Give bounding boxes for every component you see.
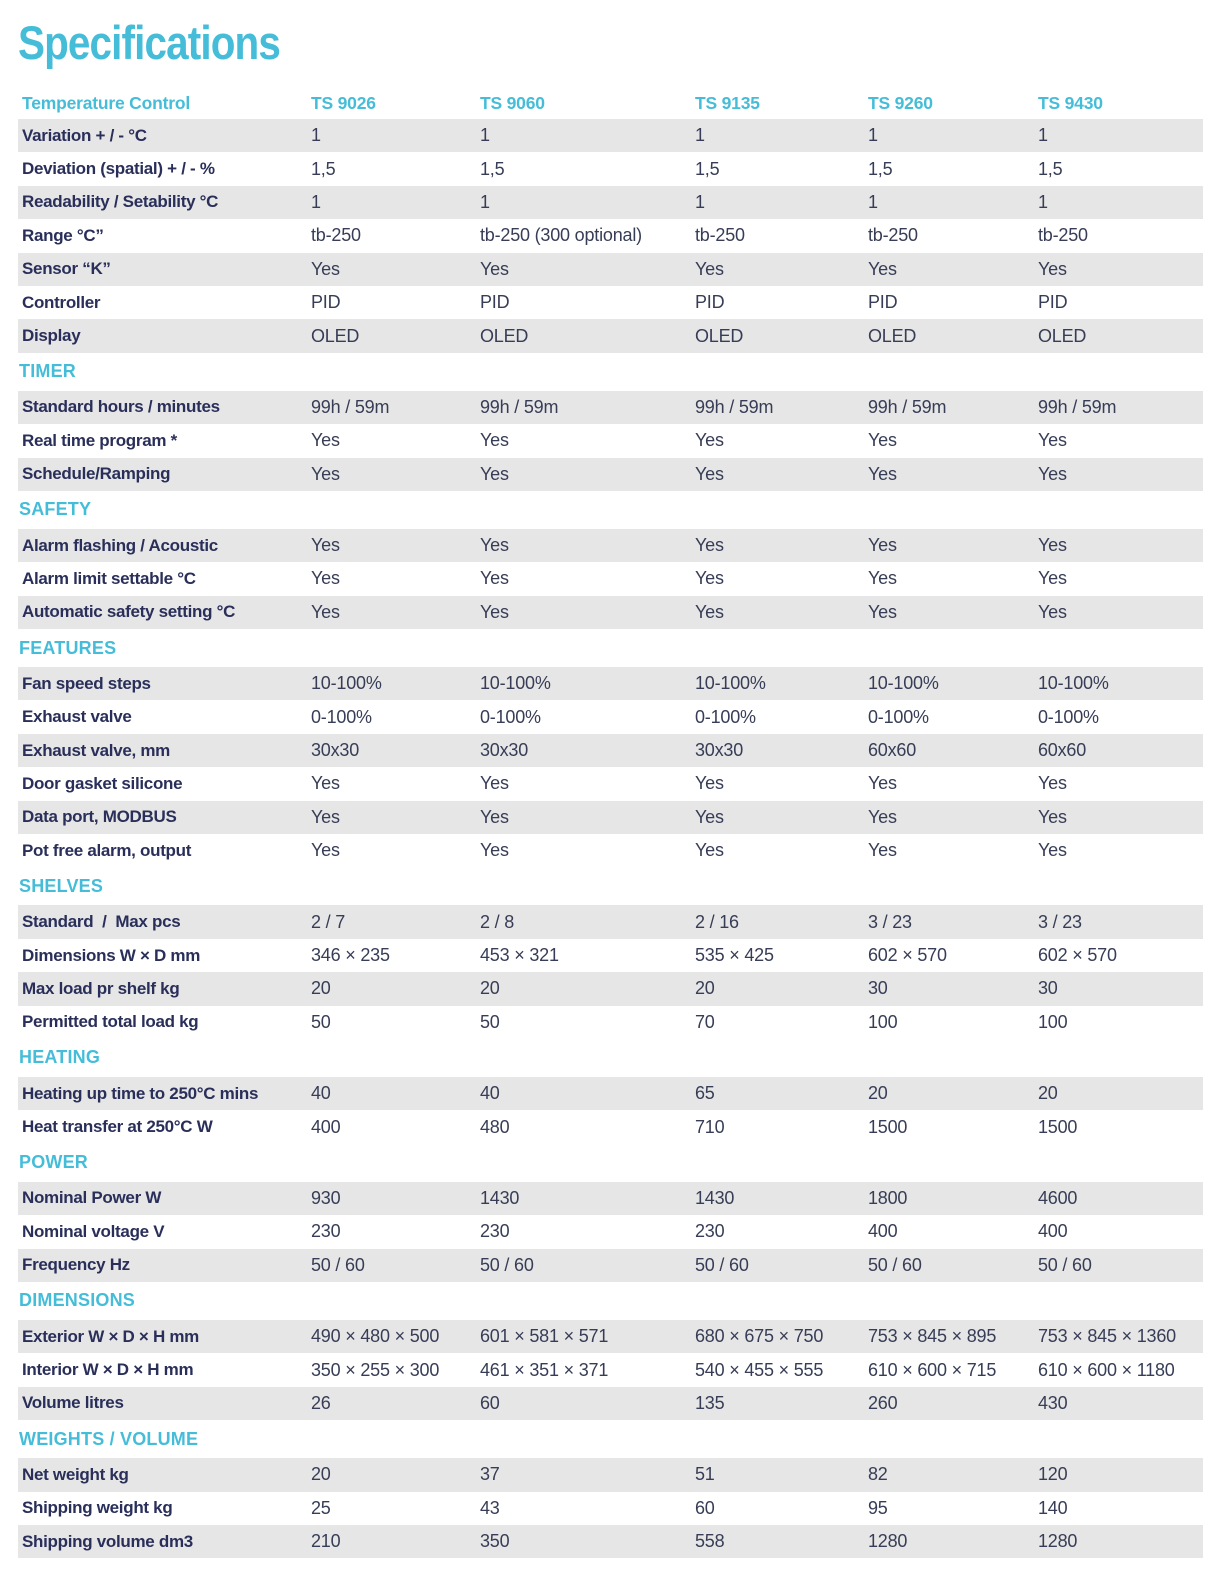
table-header-row xyxy=(18,88,1203,119)
spec-value: 1,5 xyxy=(480,158,505,179)
spec-value: 99h / 59m xyxy=(695,396,774,417)
spec-row xyxy=(18,1492,1203,1525)
spec-value: Yes xyxy=(311,773,340,794)
spec-value: 10-100% xyxy=(695,673,766,694)
row-label: Frequency Hz xyxy=(22,1255,130,1275)
row-label: Data port, MODBUS xyxy=(22,807,177,827)
spec-value: 1500 xyxy=(868,1116,908,1137)
spec-row xyxy=(18,391,1203,424)
spec-value: 710 xyxy=(695,1116,725,1137)
section-heading-shelves: SHELVES xyxy=(18,867,1203,905)
spec-row xyxy=(18,286,1203,319)
spec-value: OLED xyxy=(868,325,917,346)
section-heading-power: POWER xyxy=(18,1144,1203,1182)
spec-value: PID xyxy=(695,292,725,313)
spec-value: Yes xyxy=(868,258,897,279)
spec-value: tb-250 xyxy=(311,225,361,246)
spec-value: Yes xyxy=(695,430,724,451)
spec-value: PID xyxy=(311,292,341,313)
spec-value: 260 xyxy=(868,1392,898,1413)
spec-value: 20 xyxy=(695,978,715,999)
spec-row xyxy=(18,186,1203,219)
spec-value: OLED xyxy=(695,325,744,346)
row-label: Nominal voltage V xyxy=(22,1221,165,1241)
spec-value: 540 × 455 × 555 xyxy=(695,1359,824,1380)
column-header-ts-9430: TS 9430 xyxy=(1038,93,1103,113)
spec-value: 60x60 xyxy=(868,740,917,761)
spec-value: OLED xyxy=(311,325,360,346)
spec-value: 120 xyxy=(1038,1464,1068,1485)
spec-value: 2 / 8 xyxy=(480,911,515,932)
spec-value: 25 xyxy=(311,1497,331,1518)
spec-value: Yes xyxy=(1038,840,1067,861)
row-label: Alarm flashing / Acoustic xyxy=(22,535,218,555)
spec-row xyxy=(18,1458,1203,1491)
section-heading-timer: TIMER xyxy=(18,353,1203,391)
spec-value: 99h / 59m xyxy=(1038,396,1117,417)
spec-value: 453 × 321 xyxy=(480,945,559,965)
spec-row xyxy=(18,1077,1203,1110)
spec-value: 1 xyxy=(868,125,878,146)
spec-value: 400 xyxy=(868,1221,898,1242)
row-label: Fan speed steps xyxy=(22,673,151,693)
spec-value: 50 / 60 xyxy=(311,1254,365,1275)
spec-value: 0-100% xyxy=(868,706,929,727)
spec-value: Yes xyxy=(311,463,340,484)
spec-value: 680 × 675 × 750 xyxy=(695,1326,824,1347)
spec-value: 30 xyxy=(868,978,888,999)
row-label: Controller xyxy=(22,292,101,312)
spec-value: 20 xyxy=(311,978,331,999)
spec-value: Yes xyxy=(311,430,340,451)
spec-value: 65 xyxy=(695,1083,715,1104)
spec-row xyxy=(18,119,1203,152)
column-header-ts-9260: TS 9260 xyxy=(868,93,933,113)
section-heading-heating: HEATING xyxy=(18,1039,1203,1077)
spec-value: Yes xyxy=(1038,773,1067,794)
section-heading-safety: SAFETY xyxy=(18,491,1203,529)
row-label: Real time program * xyxy=(22,430,177,450)
spec-value: 1 xyxy=(695,125,705,146)
table-body xyxy=(18,119,1203,1558)
row-label: Dimensions W × D mm xyxy=(22,945,201,965)
spec-value: 20 xyxy=(1038,1083,1058,1104)
spec-value: 610 × 600 × 1180 xyxy=(1038,1359,1175,1380)
spec-row xyxy=(18,734,1203,767)
spec-row xyxy=(18,1182,1203,1215)
column-header-ts-9026: TS 9026 xyxy=(311,93,376,113)
spec-value: 60 xyxy=(695,1497,715,1518)
spec-row xyxy=(18,1387,1203,1420)
spec-value: Yes xyxy=(311,568,340,589)
row-label: Standard hours / minutes xyxy=(22,397,220,417)
spec-value: 3 / 23 xyxy=(868,911,912,932)
row-label: Exhaust valve xyxy=(22,707,132,727)
spec-row xyxy=(18,152,1203,185)
row-label: Permitted total load kg xyxy=(22,1012,199,1032)
row-label: Door gasket silicone xyxy=(22,773,183,793)
spec-value: 930 xyxy=(311,1187,341,1208)
spec-row xyxy=(18,1320,1203,1353)
spec-value: 230 xyxy=(695,1221,725,1242)
spec-value: 100 xyxy=(1038,1011,1068,1032)
spec-value: 10-100% xyxy=(868,673,939,694)
spec-value: 602 × 570 xyxy=(1038,945,1117,965)
spec-value: Yes xyxy=(695,840,724,861)
spec-value: Yes xyxy=(480,430,509,451)
spec-value: PID xyxy=(1038,292,1068,313)
spec-value: 30x30 xyxy=(480,740,529,761)
spec-row xyxy=(18,1249,1203,1282)
spec-value: Yes xyxy=(695,806,724,827)
spec-value: 40 xyxy=(311,1083,331,1104)
spec-value: Yes xyxy=(695,535,724,556)
spec-value: 50 / 60 xyxy=(695,1254,749,1275)
row-label: Schedule/Ramping xyxy=(22,464,171,484)
spec-value: 99h / 59m xyxy=(311,396,390,417)
row-label: Heating up time to 250°C mins xyxy=(22,1083,259,1103)
row-label: Display xyxy=(22,326,81,346)
spec-value: 26 xyxy=(311,1392,331,1413)
spec-row xyxy=(18,596,1203,629)
spec-value: 480 xyxy=(480,1116,510,1137)
spec-value: 0-100% xyxy=(1038,706,1099,727)
spec-value: 1280 xyxy=(1038,1531,1078,1552)
spec-value: Yes xyxy=(1038,430,1067,451)
spec-value: 350 × 255 × 300 xyxy=(311,1359,440,1380)
spec-value: Yes xyxy=(480,806,509,827)
spec-row xyxy=(18,667,1203,700)
spec-value: 50 / 60 xyxy=(868,1254,922,1275)
spec-value: Yes xyxy=(311,258,340,279)
spec-value: Yes xyxy=(480,463,509,484)
spec-row xyxy=(18,767,1203,800)
spec-value: Yes xyxy=(868,773,897,794)
spec-value: Yes xyxy=(1038,568,1067,589)
spec-value: 346 × 235 xyxy=(311,945,390,965)
spec-value: Yes xyxy=(480,258,509,279)
row-label: Max load pr shelf kg xyxy=(22,978,180,998)
spec-value: 37 xyxy=(480,1464,500,1485)
spec-value: 0-100% xyxy=(311,706,372,727)
spec-value: 490 × 480 × 500 xyxy=(311,1326,440,1347)
spec-value: 1 xyxy=(868,191,878,212)
spec-value: 10-100% xyxy=(480,673,551,694)
spec-value: Yes xyxy=(480,535,509,556)
spec-value: 1430 xyxy=(480,1187,520,1208)
spec-value: 0-100% xyxy=(480,706,541,727)
spec-value: 60 xyxy=(480,1392,500,1413)
spec-value: 50 xyxy=(480,1011,500,1032)
spec-row xyxy=(18,562,1203,595)
spec-value: Yes xyxy=(480,773,509,794)
spec-value: 400 xyxy=(1038,1221,1068,1242)
spec-value: 3 / 23 xyxy=(1038,911,1082,932)
spec-value: Yes xyxy=(311,840,340,861)
spec-row xyxy=(18,939,1203,972)
spec-value: Yes xyxy=(1038,535,1067,556)
row-label: Deviation (spatial) + / - % xyxy=(22,159,215,179)
spec-value: 1 xyxy=(311,125,321,146)
spec-value: 43 xyxy=(480,1497,500,1518)
spec-row xyxy=(18,834,1203,867)
spec-value: 82 xyxy=(868,1464,888,1485)
spec-row xyxy=(18,1525,1203,1558)
spec-value: Yes xyxy=(1038,601,1067,622)
row-label: Alarm limit settable °C xyxy=(22,568,196,588)
spec-value: tb-250 xyxy=(868,225,918,246)
spec-value: 2 / 7 xyxy=(311,911,346,932)
spec-value: 1280 xyxy=(868,1531,908,1552)
spec-value: Yes xyxy=(1038,806,1067,827)
spec-value: 1,5 xyxy=(1038,158,1063,179)
spec-value: 2 / 16 xyxy=(695,911,739,932)
spec-row xyxy=(18,1353,1203,1386)
spec-value: Yes xyxy=(868,568,897,589)
spec-value: Yes xyxy=(695,773,724,794)
spec-row xyxy=(18,458,1203,491)
spec-value: 10-100% xyxy=(1038,673,1109,694)
spec-value: Yes xyxy=(311,601,340,622)
spec-value: 230 xyxy=(311,1221,341,1242)
spec-value: 350 xyxy=(480,1531,510,1552)
spec-value: 0-100% xyxy=(695,706,756,727)
column-header-ts-9060: TS 9060 xyxy=(480,93,545,113)
spec-value: 50 xyxy=(311,1011,331,1032)
spec-value: 461 × 351 × 371 xyxy=(480,1359,609,1380)
row-label: Net weight kg xyxy=(22,1464,129,1484)
spec-value: Yes xyxy=(868,463,897,484)
spec-value: 1 xyxy=(1038,191,1048,212)
spec-value: 60x60 xyxy=(1038,740,1087,761)
spec-value: 99h / 59m xyxy=(480,396,559,417)
row-label: Standard / Max pcs xyxy=(22,912,181,932)
spec-row xyxy=(18,1006,1203,1039)
spec-value: Yes xyxy=(311,806,340,827)
spec-value: 50 / 60 xyxy=(1038,1254,1092,1275)
spec-row xyxy=(18,1110,1203,1143)
spec-value: 230 xyxy=(480,1221,510,1242)
spec-value: Yes xyxy=(868,806,897,827)
spec-value: 1800 xyxy=(868,1187,908,1208)
spec-value: Yes xyxy=(480,568,509,589)
spec-value: 30x30 xyxy=(695,740,744,761)
row-label: Volume litres xyxy=(22,1393,124,1413)
spec-value: Yes xyxy=(695,601,724,622)
column-header-ts-9135: TS 9135 xyxy=(695,93,760,113)
spec-value: 95 xyxy=(868,1497,888,1518)
spec-value: 1 xyxy=(695,191,705,212)
spec-value: tb-250 xyxy=(695,225,745,246)
row-label: Exhaust valve, mm xyxy=(22,740,170,760)
section-heading-weights-volume: WEIGHTS / VOLUME xyxy=(18,1420,1203,1458)
spec-row xyxy=(18,253,1203,286)
spec-value: Yes xyxy=(1038,258,1067,279)
spec-value: 20 xyxy=(868,1083,888,1104)
spec-value: 610 × 600 × 715 xyxy=(868,1359,997,1380)
spec-value: PID xyxy=(480,292,510,313)
spec-value: Yes xyxy=(695,258,724,279)
spec-value: 40 xyxy=(480,1083,500,1104)
spec-value: 100 xyxy=(868,1011,898,1032)
spec-row xyxy=(18,1215,1203,1248)
section-heading-features: FEATURES xyxy=(18,629,1203,667)
row-label: Range °C” xyxy=(22,225,104,245)
spec-value: 535 × 425 xyxy=(695,945,774,965)
row-label: Shipping weight kg xyxy=(22,1498,173,1518)
spec-value: 30 xyxy=(1038,978,1058,999)
row-label: Heat transfer at 250°C W xyxy=(22,1117,213,1137)
spec-value: Yes xyxy=(695,463,724,484)
spec-value: Yes xyxy=(480,840,509,861)
row-label: Readability / Setability °C xyxy=(22,192,219,212)
row-label: Automatic safety setting °C xyxy=(22,602,236,622)
spec-value: Yes xyxy=(868,430,897,451)
spec-value: 1 xyxy=(480,191,490,212)
spec-value: Yes xyxy=(868,601,897,622)
spec-row xyxy=(18,905,1203,938)
spec-value: PID xyxy=(868,292,898,313)
spec-value: 140 xyxy=(1038,1497,1068,1518)
spec-value: 1,5 xyxy=(868,158,893,179)
spec-value: 99h / 59m xyxy=(868,396,947,417)
spec-value: 4600 xyxy=(1038,1187,1078,1208)
spec-row xyxy=(18,700,1203,733)
spec-value: Yes xyxy=(695,568,724,589)
spec-value: 20 xyxy=(311,1464,331,1485)
spec-value: Yes xyxy=(311,535,340,556)
page-title: Specifications xyxy=(18,16,281,69)
spec-row xyxy=(18,972,1203,1005)
spec-value: 1 xyxy=(311,191,321,212)
spec-value: 602 × 570 xyxy=(868,945,947,965)
spec-value: 51 xyxy=(695,1464,715,1485)
spec-value: tb-250 (300 optional) xyxy=(480,225,642,246)
spec-value: 1430 xyxy=(695,1187,735,1208)
spec-value: 1,5 xyxy=(311,158,336,179)
row-label: Exterior W × D × H mm xyxy=(22,1326,199,1346)
spec-table xyxy=(18,88,1203,1558)
spec-row xyxy=(18,529,1203,562)
spec-value: tb-250 xyxy=(1038,225,1088,246)
spec-row xyxy=(18,801,1203,834)
spec-value: OLED xyxy=(1038,325,1087,346)
spec-value: 753 × 845 × 1360 xyxy=(1038,1326,1176,1347)
spec-value: 20 xyxy=(480,978,500,999)
spec-value: Yes xyxy=(868,535,897,556)
column-header-temperature-control: Temperature Control xyxy=(22,93,190,113)
spec-row xyxy=(18,219,1203,252)
spec-value: 10-100% xyxy=(311,673,382,694)
spec-value: Yes xyxy=(868,840,897,861)
spec-value: 135 xyxy=(695,1392,725,1413)
spec-value: 1 xyxy=(480,125,490,146)
spec-value: 1 xyxy=(1038,125,1048,146)
spec-value: Yes xyxy=(1038,463,1067,484)
spec-value: Yes xyxy=(480,601,509,622)
row-label: Shipping volume dm3 xyxy=(22,1531,193,1551)
spec-row xyxy=(18,319,1203,352)
spec-value: 558 xyxy=(695,1531,725,1552)
spec-value: 1,5 xyxy=(695,158,720,179)
row-label: Sensor “K” xyxy=(22,259,111,279)
row-label: Pot free alarm, output xyxy=(22,840,192,860)
row-label: Interior W × D × H mm xyxy=(22,1360,194,1380)
row-label: Variation + / - °C xyxy=(22,125,147,145)
spec-value: 430 xyxy=(1038,1392,1068,1413)
spec-value: 753 × 845 × 895 xyxy=(868,1326,997,1347)
spec-value: 400 xyxy=(311,1116,341,1137)
spec-row xyxy=(18,424,1203,457)
row-label: Nominal Power W xyxy=(22,1188,162,1208)
spec-value: 30x30 xyxy=(311,740,360,761)
spec-value: OLED xyxy=(480,325,529,346)
spec-value: 50 / 60 xyxy=(480,1254,534,1275)
spec-value: 70 xyxy=(695,1011,715,1032)
section-heading-dimensions: DIMENSIONS xyxy=(18,1282,1203,1320)
spec-value: 601 × 581 × 571 xyxy=(480,1326,609,1347)
spec-value: 1500 xyxy=(1038,1116,1078,1137)
spec-value: 210 xyxy=(311,1531,341,1552)
